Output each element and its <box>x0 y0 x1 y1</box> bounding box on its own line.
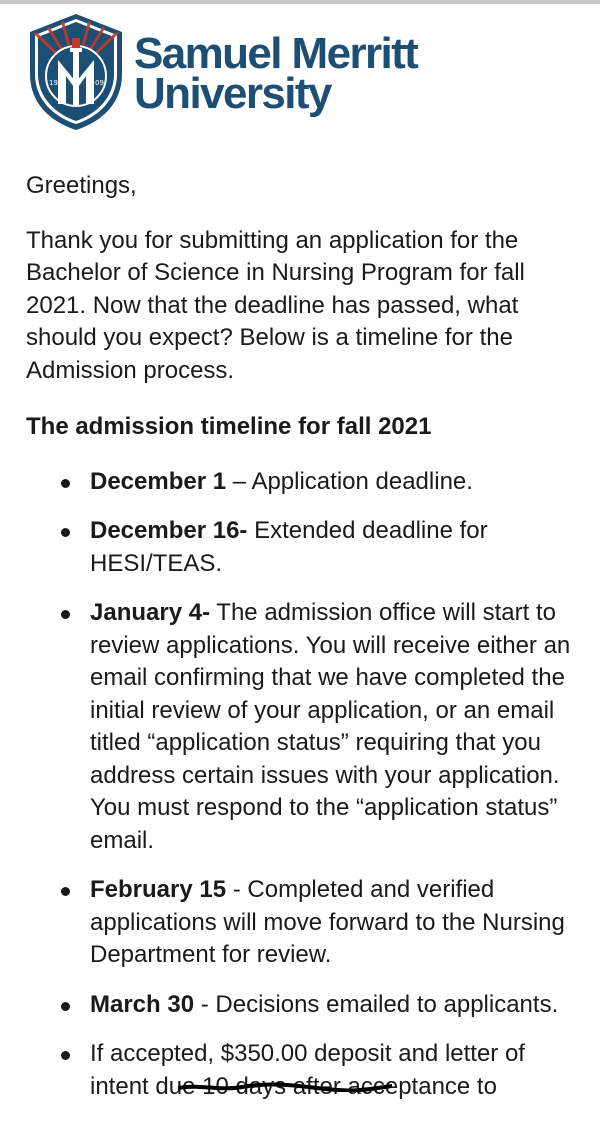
timeline-text: Extended deadline for HESI/TEAS. <box>90 517 488 577</box>
list-item <box>26 874 578 972</box>
timeline-heading: The admission timeline for fall 2021 <box>26 413 432 440</box>
timeline-date: February 15 <box>90 876 227 903</box>
deposit-text: If accepted, $350.00 deposit and letter of intent du <box>90 1040 525 1100</box>
list-item <box>26 1038 578 1103</box>
timeline-text: – Application deadline. <box>226 467 473 495</box>
list-item <box>26 466 578 499</box>
top-border <box>0 0 600 4</box>
timeline-text: - Completed and verified applications will move forward to the Nursing Department for review. <box>90 876 565 968</box>
timeline-date: March 30 <box>90 990 195 1018</box>
bullet-icon <box>61 479 70 488</box>
list-item <box>26 989 578 1022</box>
wordmark-line-2: University <box>134 69 331 118</box>
deposit-text-end: ceptance to <box>372 1072 497 1100</box>
seal-year-left: 19 <box>49 79 58 87</box>
timeline-list <box>26 466 578 1104</box>
bullet-icon <box>61 610 70 619</box>
university-seal-icon <box>24 12 128 132</box>
bullet-icon <box>61 528 70 537</box>
bullet-icon <box>61 1051 70 1060</box>
email-header <box>24 12 417 132</box>
timeline-text: - Decisions emailed to applicants. <box>194 990 559 1018</box>
wordmark-line-1: Samuel Merritt <box>134 29 418 78</box>
list-item <box>26 515 578 580</box>
list-item <box>26 597 578 857</box>
scribbled-text <box>182 1073 373 1100</box>
greeting: Greetings, <box>26 172 137 199</box>
timeline-date: January 4- <box>90 599 211 626</box>
university-wordmark <box>134 29 418 118</box>
timeline-date: December 1 <box>90 467 227 495</box>
bullet-icon <box>61 1002 70 1011</box>
email-body <box>26 170 578 1120</box>
struck-text: e 10 days after ac <box>182 1072 373 1100</box>
bullet-icon <box>61 887 70 896</box>
seal-year-right: 09 <box>95 79 104 87</box>
timeline-text: The admission office will start to review applications. You will receive either an email confirming that we have completed the initial review of your application, or an email titled “application status” requiring that you address certain issues with your application. You must respond to the “application status” email. <box>90 599 571 854</box>
intro-paragraph: Thank you for submitting an application for the Bachelor of Science in Nursing Program for fall 2021. Now that the deadline has passed, what should you expect? Below is a timeline for the Admission process. <box>26 226 525 384</box>
timeline-date: December 16- <box>90 517 248 544</box>
